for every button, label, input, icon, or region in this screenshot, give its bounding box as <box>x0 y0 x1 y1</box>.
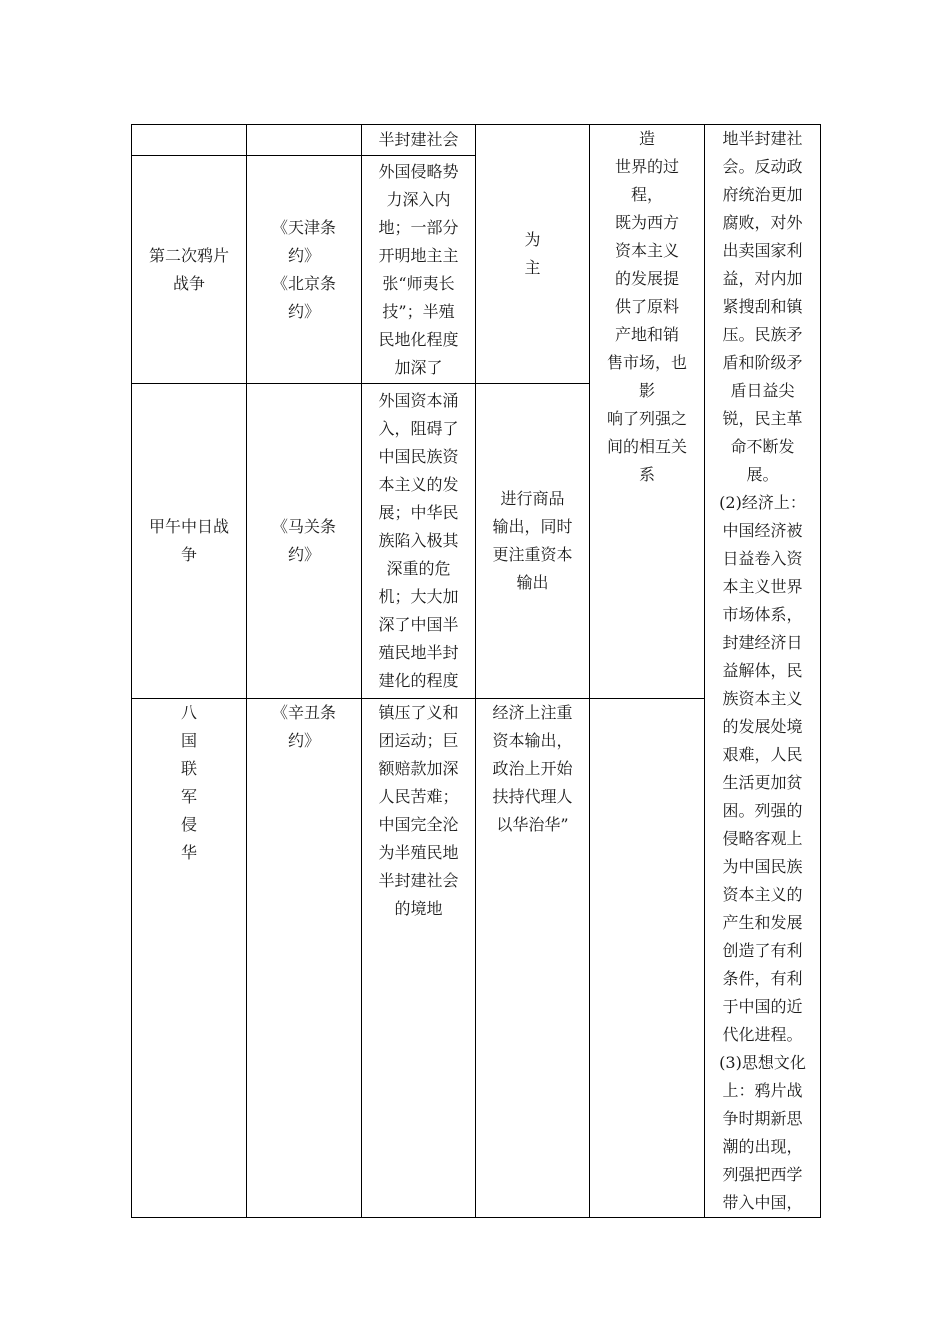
purpose-cell: 为 主 <box>476 125 590 384</box>
role-cell: 造 世界的过 程， 既为西方 资本主义 的发展提 供了原料 产地和销 售市场，也 影 响了列强之 间的相互关 系 <box>590 125 705 699</box>
war-cell: 第二次鸦片 战争 <box>132 155 247 384</box>
war-cell: 甲午中日战 争 <box>132 384 247 698</box>
history-comparison-table <box>131 124 821 1218</box>
purpose-cell: 进行商品 输出，同时 更注重资本 输出 <box>476 384 590 698</box>
table-row <box>132 125 821 156</box>
treaty-cell <box>247 125 362 156</box>
treaty-cell: 《马关条 约》 <box>247 384 362 698</box>
effect-cell: 地半封建社 会。反动政 府统治更加 腐败，对外 出卖国家利 益，对内加 紧搜刮和镇 压。民族矛 盾和阶级矛 盾日益尖 锐，民主革 命不断发 展。 (2)经济上： 中国经济被 日益卷入资 本主义世界 市场体系， 封建经济日 益解体，民 族资本主义 的发展处境 艰难，人民 生活更加贫 困。列强的 侵略客观上 为中国民族 资本主义的 产生和发展 创造了有利 条件，有利 于中国的近 代化进程。 (3)思想文化 上：鸦片战 争时期新思 潮的出现， 列强把西学 带入中国， <box>705 125 821 1218</box>
treaty-cell: 《天津条 约》 《北京条 约》 <box>247 155 362 384</box>
purpose-cell: 经济上注重 资本输出， 政治上开始 扶持代理人 以华治华” <box>476 698 590 1217</box>
impact-cell: 外国资本涌 入，阻碍了 中国民族资 本主义的发 展；中华民 族陷入极其 深重的危 机；大大加 深了中国半 殖民地半封 建化的程度 <box>362 384 476 698</box>
war-cell: 八 国 联 军 侵 华 <box>132 698 247 1217</box>
war-cell <box>132 125 247 156</box>
impact-cell: 半封建社会 <box>362 125 476 156</box>
impact-cell: 外国侵略势 力深入内 地；一部分 开明地主主 张“师夷长 技”；半殖 民地化程度 加深了 <box>362 155 476 384</box>
treaty-cell: 《辛丑条 约》 <box>247 698 362 1217</box>
role-cell-empty <box>590 698 705 1217</box>
impact-cell: 镇压了义和 团运动；巨 额赔款加深 人民苦难； 中国完全沦 为半殖民地 半封建社会 的境地 <box>362 698 476 1217</box>
